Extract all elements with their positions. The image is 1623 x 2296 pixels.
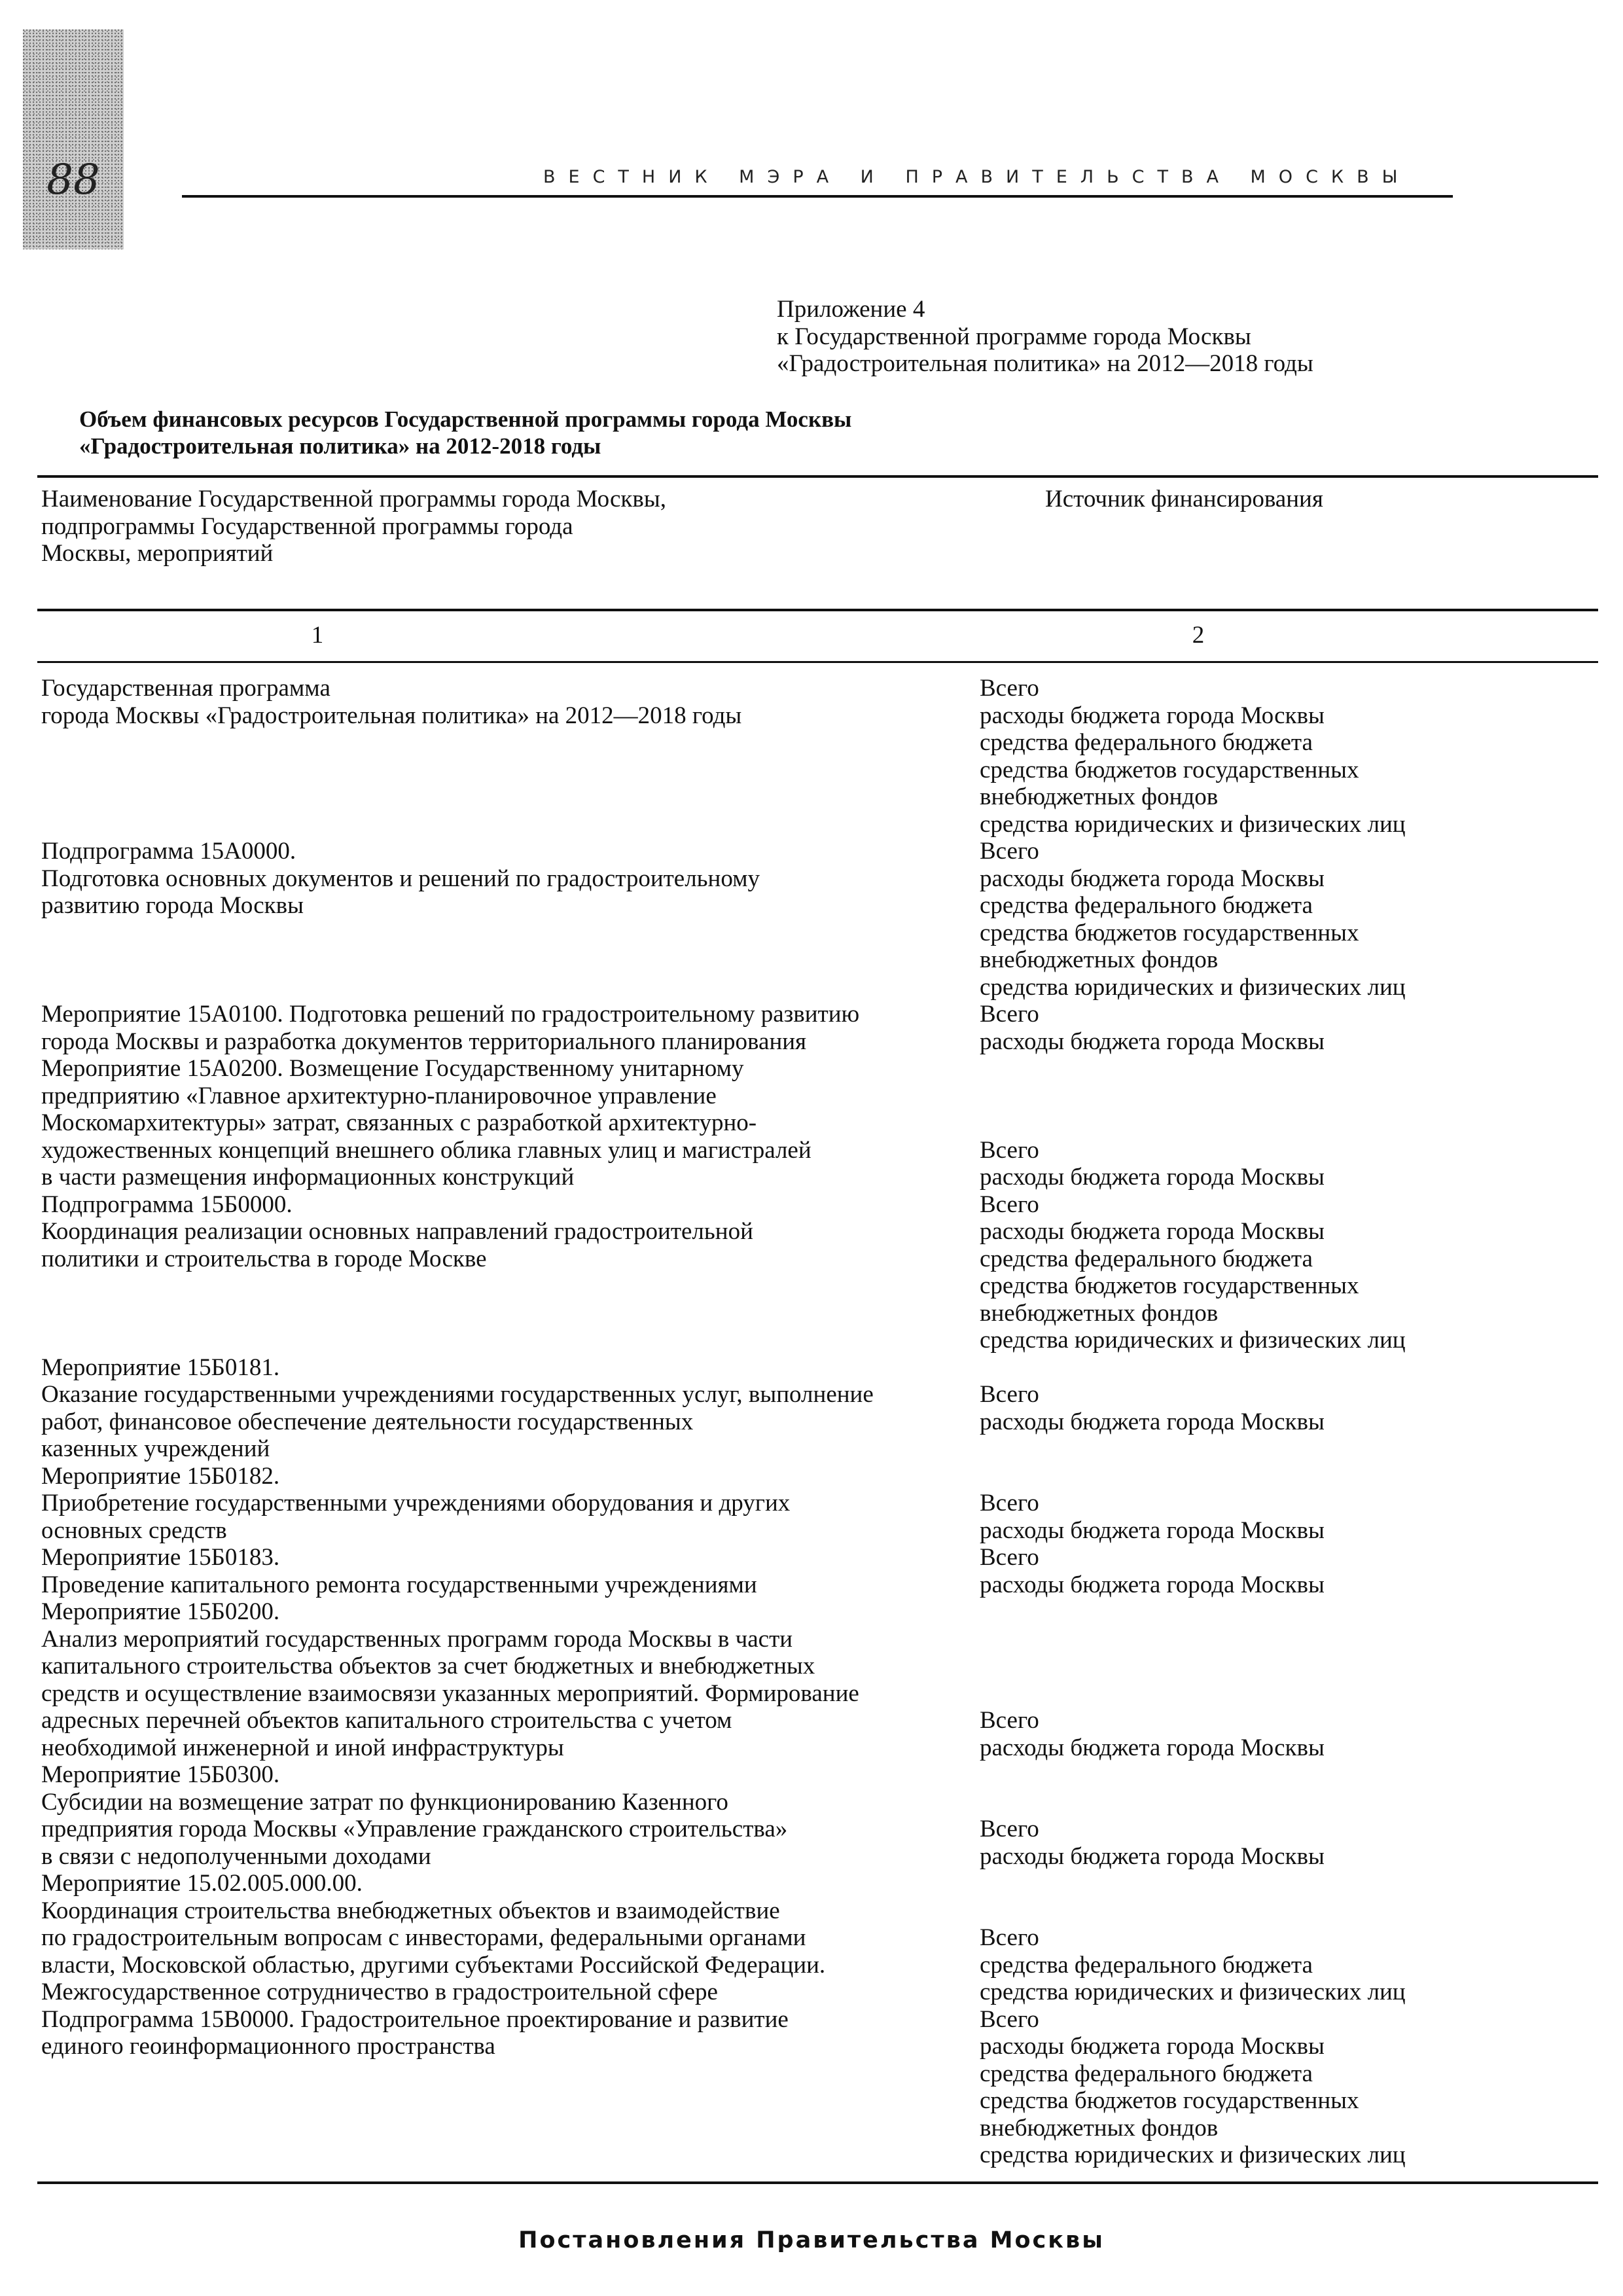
funding-source-cell: расходы бюджета города Москвы (980, 1516, 1325, 1544)
appendix-line: Приложение 4 (777, 296, 925, 323)
table-row (0, 1843, 1623, 1871)
funding-source-cell: средства юридических и физических лиц (980, 2142, 1406, 2168)
program-name-cell: Оказание государственными учреждениями государственных услуг, выполнение (41, 1381, 874, 1408)
page-number-box (23, 29, 124, 249)
header-rule (182, 195, 1453, 198)
program-name-cell: Мероприятие 15Б0300. (41, 1761, 280, 1788)
appendix-line: «Градостроительная политика» на 2012—2018 годы (777, 350, 1313, 377)
table-row (0, 1354, 1623, 1382)
table-row (0, 1979, 1623, 2006)
column-2-header: Источник финансирования (1045, 486, 1323, 512)
program-name-cell: Мероприятие 15А0200. Возмещение Государственному унитарному (41, 1055, 744, 1082)
program-name-cell: предприятию «Главное архитектурно-планировочное управление (41, 1082, 717, 1109)
program-name-cell: Мероприятие 15Б0182. (41, 1462, 280, 1490)
table-row (0, 1734, 1623, 1762)
column-1-header-line: подпрограммы Государственной программы города (41, 512, 573, 540)
appendix-line: к Государственной программе города Москвы (777, 323, 1251, 350)
program-name-cell: казенных учреждений (41, 1435, 270, 1462)
table-row (0, 1952, 1623, 1979)
funding-source-cell: Всего (980, 2005, 1039, 2033)
funding-source-cell: средства федерального бюджета (980, 1245, 1313, 1272)
table-row (0, 2033, 1623, 2060)
program-name-cell: Мероприятие 15.02.005.000.00. (41, 1870, 363, 1897)
column-1-header (41, 486, 925, 567)
table-row (0, 1761, 1623, 1789)
table-row (0, 2115, 1623, 2142)
table-row (0, 1272, 1623, 1300)
table-row (0, 675, 1623, 702)
table-row (0, 1408, 1623, 1436)
table-row (0, 1191, 1623, 1219)
funding-source-cell: расходы бюджета города Москвы (980, 1218, 1325, 1245)
funding-source-cell: внебюджетных фондов (980, 1299, 1219, 1327)
header-bottom-rule (37, 609, 1598, 611)
funding-source-cell: расходы бюджета города Москвы (980, 1842, 1325, 1870)
funding-source-cell: средства федерального бюджета (980, 729, 1313, 756)
program-name-cell: политики и строительства в городе Москве (41, 1245, 487, 1272)
table-row (0, 1653, 1623, 1680)
table-row (0, 1463, 1623, 1490)
table-row (0, 2060, 1623, 2088)
table-row (0, 783, 1623, 811)
table-row (0, 1897, 1623, 1925)
program-name-cell: Проведение капитального ремонта государственными учреждениями (41, 1571, 757, 1598)
funding-source-cell: средства федерального бюджета (980, 1951, 1313, 1979)
funding-source-cell: Всего (980, 838, 1039, 865)
table-row (0, 1517, 1623, 1545)
funding-source-cell: Всего (980, 1381, 1039, 1408)
table-row (0, 2142, 1623, 2169)
funding-source-cell: Всего (980, 1191, 1039, 1218)
program-name-cell: Анализ мероприятий государственных программ города Москвы в части (41, 1625, 793, 1653)
program-name-cell: необходимой инженерной и иной инфраструктуры (41, 1734, 564, 1761)
funding-source-cell: средства бюджетов государственных (980, 1272, 1359, 1299)
table-top-rule (37, 475, 1598, 478)
table-body (0, 675, 1623, 2169)
funding-source-cell: средства юридических и физических лиц (980, 1979, 1406, 2005)
program-name-cell: Координация строительства внебюджетных объектов и взаимодействие (41, 1897, 780, 1924)
program-name-cell: Государственная программа (41, 675, 330, 702)
funding-source-cell: Всего (980, 1544, 1039, 1571)
table-row (0, 974, 1623, 1001)
funding-source-cell: расходы бюджета города Москвы (980, 1408, 1325, 1435)
title-line: «Градостроительная политика» на 2012-2018 годы (79, 433, 601, 459)
program-name-cell: работ, финансовое обеспечение деятельности государственных (41, 1408, 694, 1435)
table-row (0, 1571, 1623, 1599)
program-name-cell: Подпрограмма 15А0000. (41, 838, 296, 865)
program-name-cell: Координация реализации основных направлений градостроительной (41, 1218, 753, 1245)
table-row (0, 1598, 1623, 1626)
funding-source-cell: Всего (980, 1490, 1039, 1516)
funding-source-cell: Всего (980, 1816, 1039, 1842)
funding-source-cell: внебюджетных фондов (980, 2114, 1219, 2142)
table-row (0, 1137, 1623, 1164)
column-1-header-line: Наименование Государственной программы города Москвы, (41, 486, 666, 512)
table-row (0, 729, 1623, 757)
program-name-cell: развитию города Москвы (41, 892, 304, 919)
program-name-cell: Межгосударственное сотрудничество в градостроительной сфере (41, 1979, 718, 2005)
funding-source-cell: расходы бюджета города Москвы (980, 865, 1325, 892)
column-1-header-line: Москвы, мероприятий (41, 540, 274, 567)
program-name-cell: власти, Московской областью, другими субъектами Российской Федерации. (41, 1951, 826, 1979)
table-row (0, 702, 1623, 730)
program-name-cell: адресных перечней объектов капитального строительства с учетом (41, 1707, 732, 1734)
program-name-cell: художественных концепций внешнего облика главных улиц и магистралей (41, 1136, 812, 1164)
table-row (0, 892, 1623, 920)
page-number: 88 (46, 156, 100, 204)
program-name-cell: капитального строительства объектов за счет бюджетных и внебюджетных (41, 1653, 815, 1679)
program-name-cell: Подготовка основных документов и решений по градостроительному (41, 865, 760, 892)
table-row (0, 757, 1623, 784)
funding-source-cell: Всего (980, 1707, 1039, 1734)
funding-source-cell: Всего (980, 1924, 1039, 1951)
funding-source-cell: расходы бюджета города Москвы (980, 2033, 1325, 2060)
program-name-cell: Мероприятие 15Б0181. (41, 1354, 280, 1381)
funding-source-cell: средства бюджетов государственных (980, 2087, 1359, 2114)
funding-source-cell: Всего (980, 1136, 1039, 1164)
table-row (0, 1381, 1623, 1408)
funding-source-cell: расходы бюджета города Москвы (980, 1028, 1325, 1055)
column-2-number: 2 (1192, 622, 1205, 649)
document-title (79, 406, 1061, 459)
program-name-cell: предприятия города Москвы «Управление гражданского строительства» (41, 1816, 788, 1842)
program-name-cell: города Москвы и разработка документов территориального планирования (41, 1028, 807, 1055)
funding-source-cell: средства юридических и физических лиц (980, 1327, 1406, 1354)
funding-source-cell: средства бюджетов государственных (980, 919, 1359, 946)
funding-source-cell: средства юридических и физических лиц (980, 810, 1406, 838)
program-name-cell: Субсидии на возмещение затрат по функционированию Казенного (41, 1788, 728, 1816)
program-name-cell: Подпрограмма 15В0000. Градостроительное проектирование и развитие (41, 2005, 789, 2033)
funding-source-cell: средства федерального бюджета (980, 892, 1313, 919)
table-row (0, 1001, 1623, 1028)
program-name-cell: Мероприятие 15Б0183. (41, 1544, 280, 1571)
funding-source-cell: расходы бюджета города Москвы (980, 702, 1325, 729)
table-row (0, 1435, 1623, 1463)
funding-source-cell: средства федерального бюджета (980, 2060, 1313, 2087)
program-name-cell: Мероприятие 15А0100. Подготовка решений по градостроительному развитию (41, 1001, 860, 1028)
column-1-number: 1 (311, 622, 324, 649)
program-name-cell: Мероприятие 15Б0200. (41, 1598, 280, 1625)
table-row (0, 1680, 1623, 1708)
table-row (0, 946, 1623, 974)
funding-source-cell: расходы бюджета города Москвы (980, 1734, 1325, 1761)
page-footer: Постановления Правительства Москвы (518, 2227, 1105, 2253)
table-row (0, 1055, 1623, 1083)
table-row (0, 1626, 1623, 1653)
table-row (0, 1707, 1623, 1734)
title-line: Объем финансовых ресурсов Государственной программы города Москвы (79, 406, 852, 432)
table-row (0, 1300, 1623, 1327)
funding-source-cell: внебюджетных фондов (980, 946, 1219, 973)
journal-header: ВЕСТНИК МЭРА И ПРАВИТЕЛЬСТВА МОСКВЫ (543, 167, 1411, 187)
funding-source-cell: средства юридических и физических лиц (980, 973, 1406, 1001)
table-row (0, 865, 1623, 893)
numbers-bottom-rule (37, 661, 1598, 663)
program-name-cell: в связи с недополученными доходами (41, 1842, 431, 1870)
program-name-cell: города Москвы «Градостроительная политика» на 2012—2018 годы (41, 702, 742, 729)
program-name-cell: Подпрограмма 15Б0000. (41, 1191, 293, 1218)
funding-source-cell: внебюджетных фондов (980, 783, 1219, 810)
table-row (0, 1789, 1623, 1816)
program-name-cell: в части размещения информационных конструкций (41, 1164, 575, 1191)
program-name-cell: Приобретение государственными учреждениями оборудования и других (41, 1490, 791, 1516)
funding-source-cell: средства бюджетов государственных (980, 756, 1359, 783)
appendix-note (777, 296, 1562, 378)
program-name-cell: средств и осуществление взаимосвязи указанных мероприятий. Формирование (41, 1679, 859, 1707)
program-name-cell: единого геоинформационного пространства (41, 2033, 495, 2060)
funding-source-cell: расходы бюджета города Москвы (980, 1571, 1325, 1598)
table-row (0, 838, 1623, 865)
table-row (0, 1816, 1623, 1843)
funding-source-cell: расходы бюджета города Москвы (980, 1164, 1325, 1191)
program-name-cell: Москомархитектуры» затрат, связанных с разработкой архитектурно- (41, 1109, 757, 1136)
table-row (0, 1083, 1623, 1110)
table-row (0, 1924, 1623, 1952)
funding-source-cell: Всего (980, 675, 1039, 702)
table-row (0, 920, 1623, 947)
table-row (0, 1327, 1623, 1354)
table-row (0, 2087, 1623, 2115)
table-bottom-rule (37, 2181, 1598, 2184)
table-row (0, 1109, 1623, 1137)
program-name-cell: основных средств (41, 1516, 227, 1544)
table-row (0, 1490, 1623, 1517)
table-row (0, 1028, 1623, 1056)
table-row (0, 1246, 1623, 1273)
table-row (0, 2006, 1623, 2034)
program-name-cell: по градостроительным вопросам с инвесторами, федеральными органами (41, 1924, 806, 1951)
table-row (0, 1544, 1623, 1571)
table-row (0, 1870, 1623, 1897)
funding-source-cell: Всего (980, 1001, 1039, 1028)
table-row (0, 1164, 1623, 1191)
table-row (0, 1218, 1623, 1246)
table-row (0, 811, 1623, 838)
